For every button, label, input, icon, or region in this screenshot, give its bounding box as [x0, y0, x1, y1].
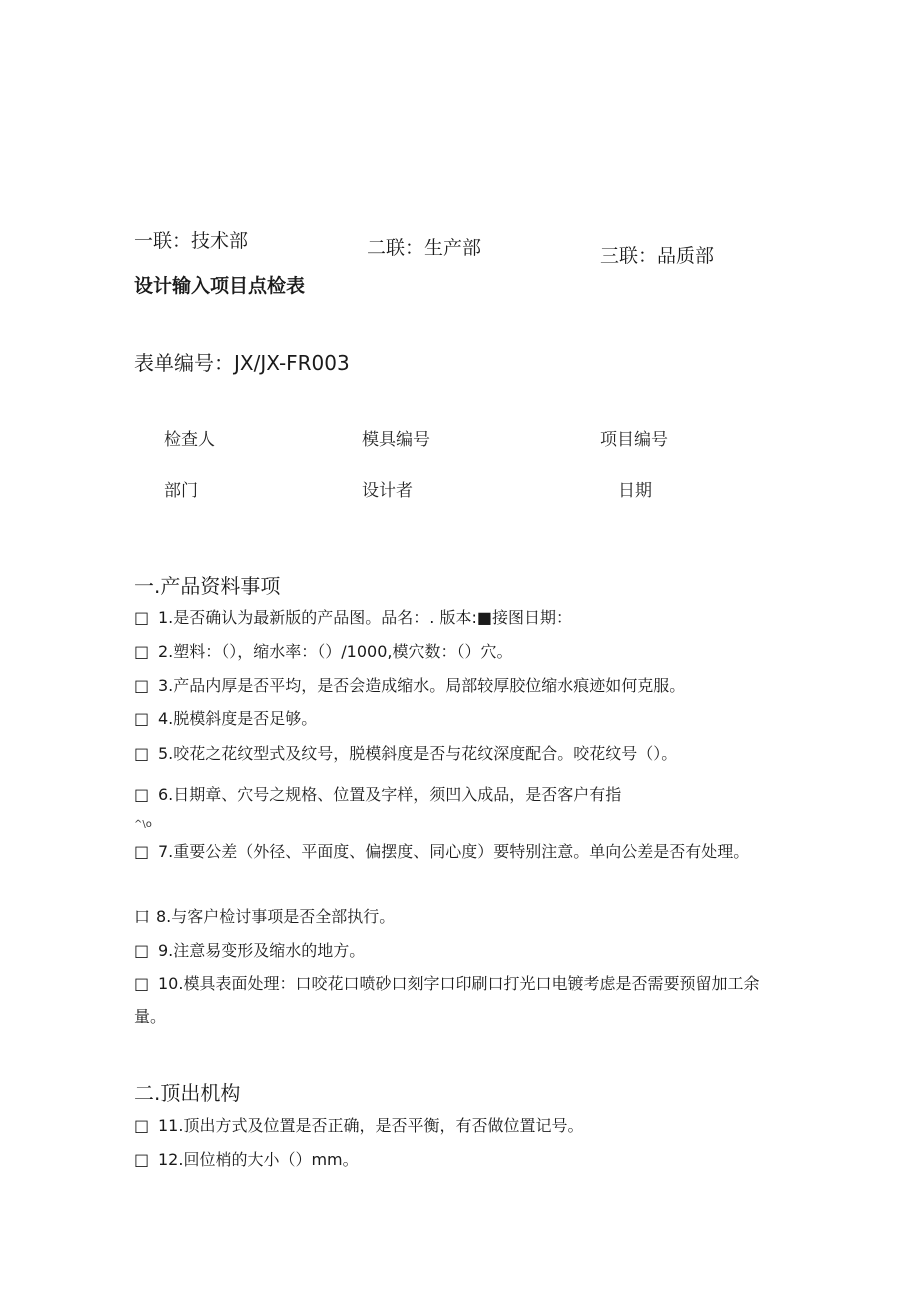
copy-label-production: 二联：生产部	[367, 237, 482, 259]
item-text: 10.模具表面处理：口咬花口喷砂口刻字口印刷口打光口电镀考虑是否需要预留加工余量。	[134, 974, 760, 1026]
item-text: 12.回位梢的大小（）mm。	[158, 1150, 359, 1169]
checkbox-icon[interactable]: □	[134, 608, 150, 627]
checkbox-icon[interactable]: □	[134, 941, 150, 960]
checkbox-icon[interactable]: □	[134, 676, 150, 695]
form-number: 表单编号：JX/JX-FR003	[134, 351, 350, 375]
field-project-no-label: 项目编号	[600, 430, 668, 450]
checklist-item	[134, 669, 685, 702]
checklist-item	[134, 635, 512, 668]
checklist-item	[134, 900, 395, 933]
item-text: 9.注意易变形及缩水的地方。	[158, 941, 366, 960]
checklist-item	[134, 1143, 359, 1176]
item-text: 7.重要公差（外径、平面度、偏摆度、同心度）要特别注意。单向公差是否有处理。	[158, 842, 750, 861]
checklist-item	[134, 967, 784, 1033]
checkbox-icon[interactable]: □	[134, 842, 150, 861]
field-mold-no-label: 模具编号	[362, 430, 430, 450]
checkbox-icon[interactable]: □	[134, 974, 150, 993]
checklist-item	[134, 835, 784, 868]
field-inspector-label: 检查人	[164, 430, 215, 450]
checkbox-icon[interactable]: □	[134, 642, 150, 661]
checklist-item	[134, 1109, 583, 1142]
item-text: 8.与客户检讨事项是否全部执行。	[156, 907, 396, 926]
item-text: 11.顶出方式及位置是否正确，是否平衡，有否做位置记号。	[158, 1116, 584, 1135]
item-text: 4.脱模斜度是否足够。	[158, 709, 318, 728]
checkbox-icon[interactable]: □	[134, 1116, 150, 1135]
checkbox-icon[interactable]: □	[134, 785, 150, 804]
checkbox-icon[interactable]: □	[134, 1150, 150, 1169]
field-designer-label: 设计者	[362, 481, 413, 501]
item-text: 1.是否确认为最新版的产品图。品名：. 版本:■接图日期：	[158, 608, 572, 627]
checkbox-icon[interactable]: 口	[134, 907, 151, 926]
section-title-ejection: 二.顶出机构	[134, 1081, 241, 1105]
document-title: 设计输入项目点检表	[134, 275, 306, 297]
field-department-label: 部门	[164, 481, 198, 501]
checklist-item	[134, 778, 621, 811]
copy-label-tech: 一联：技术部	[134, 230, 249, 252]
checklist-item	[134, 601, 572, 634]
checklist-item	[134, 934, 365, 967]
checkbox-icon[interactable]: □	[134, 744, 150, 763]
copy-label-quality: 三联：品质部	[600, 245, 715, 267]
checklist-item	[134, 702, 317, 735]
field-date-label: 日期	[618, 481, 652, 501]
checkbox-icon[interactable]: □	[134, 709, 150, 728]
section-title-product-info: 一.产品资料事项	[134, 574, 281, 598]
checklist-item	[134, 737, 677, 770]
item-text: 2.塑料：（），缩水率：（）/1000,模穴数：（）穴。	[158, 642, 513, 661]
item-text: 3.产品内厚是否平均，是否会造成缩水。局部较厚胶位缩水痕迹如何克服。	[158, 676, 686, 695]
item-text: 5.咬花之花纹型式及纹号，脱模斜度是否与花纹深度配合。咬花纹号（）。	[158, 744, 678, 763]
item-text: 6.日期章、穴号之规格、位置及字样，须凹入成品，是否客户有指	[158, 785, 622, 804]
stray-mark: ^\o	[134, 819, 152, 830]
